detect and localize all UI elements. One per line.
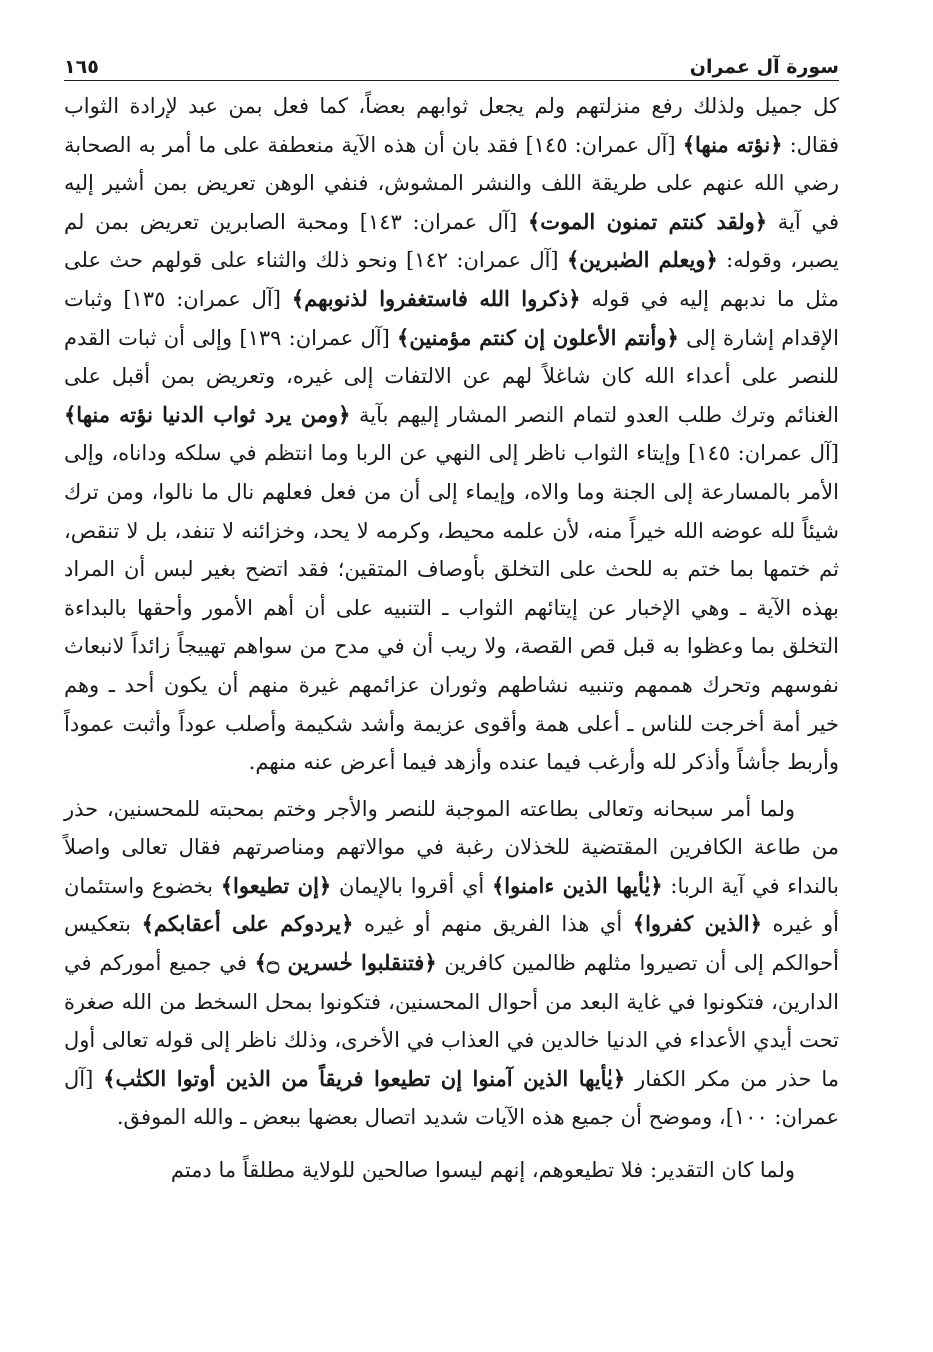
quran-quote: ﴿نؤته منها﴾ xyxy=(682,131,783,157)
paragraph-1 xyxy=(64,87,839,782)
running-header xyxy=(64,44,839,81)
body-text xyxy=(64,87,839,1190)
text-run: [آل عمران: ١٠٠]، وموضح أن جميع هذه الآيات شديد اتصال بعضها ببعض ـ والله الموفق. xyxy=(64,1066,839,1130)
page-number: ١٦٥ xyxy=(64,56,99,78)
quran-quote: ﴿إن تطيعوا﴾ xyxy=(220,872,332,898)
text-run: [آل عمران: ١٣٩] وإلى أن ثبات القدم للنصر على أعداء الله كان شاغلاً لهم عن الالتفات إلى غيره، وتعريض بمن أقبل على الغنائم وترك طلب العدو لتمام النصر المشار إليهم بآية xyxy=(64,325,839,427)
quran-quote: ﴿وأنتم الأعلون إن كنتم مؤمنين﴾ xyxy=(397,324,679,350)
text-run: [آل عمران: ١٣٥] وثبات الإقدام إشارة إلى xyxy=(64,286,839,350)
quran-quote: ﴿ولقد كنتم تمنون الموت﴾ xyxy=(527,208,768,234)
text-run: [آل عمران: ١٤٢] ونحو ذلك والثناء على قولهم حث على مثل ما ندبهم إليه في قوله xyxy=(64,248,840,311)
text-run: في جميع أموركم في الدارين، فتكونوا في غاية البعد من أحوال المحسنين، فتكونوا بمحل السخط من الله صغرة تحت أيدي الأعداء في الدنيا خالدين في العذاب في الأخرى، وذلك ناظر إلى قوله تعالى أول ما حذر من مكر الكفار xyxy=(64,951,839,1091)
quran-quote: ﴿ذكروا الله فاستغفروا لذنوبهم﴾ xyxy=(291,285,581,311)
text-run: ولما أمر سبحانه وتعالى بطاعته الموجبة للنصر والأجر وختم بمحبته للمحسنين، حذر من طاعة الكافرين المقتضية للخذلان رغبة في موالاتهم ومناصرتهم فقال تعالى واصلاً بالنداء في آية الربا: xyxy=(64,796,839,898)
quran-quote: ﴿يردوكم على أعقابكم﴾ xyxy=(141,911,354,937)
text-run: [آل عمران: ١٤٣] ومحبة الصابرين تعريض بمن لم يصبر، وقوله: xyxy=(64,209,839,273)
text-run: بتعكيس أحوالكم إلى أن تصيروا مثلهم ظالمين كافرين xyxy=(64,912,839,976)
quran-quote: ﴿يٰأيها الذين آمنوا إن تطيعوا فريقاً من الذين أوتوا الكتٰب﴾ xyxy=(103,1065,626,1091)
quran-quote: ﴿ويعلم الصٰبرين﴾ xyxy=(566,247,718,273)
text-run: كل جميل ولذلك رفع منزلتهم ولم يجعل ثوابهم بعضاً، كما فعل بمن عبد لإرادة الثواب فقال: xyxy=(64,94,839,157)
quran-quote: ﴿يٰأيها الذين ءامنوا﴾ xyxy=(491,872,663,898)
text-run: أي هذا الفريق منهم أو غيره xyxy=(353,912,633,937)
text-run: بخضوع واستئمان أو غيره xyxy=(64,873,839,937)
quran-quote: ﴿ومن يرد ثواب الدنيا نؤته منها﴾ xyxy=(64,401,351,427)
quran-quote: ﴿فتنقلبوا خٰسرين ۝﴾ xyxy=(254,950,437,976)
book-page xyxy=(64,44,839,1190)
paragraph-3 xyxy=(64,1151,839,1190)
paragraph-2 xyxy=(64,790,839,1137)
text-run: أي أقروا بالإيمان xyxy=(331,873,492,898)
text-run: [آل عمران: ١٤٥] فقد بان أن هذه الآية منعطفة على ما أمر به الصحابة رضي الله عنهم على طريقة اللف والنشر المشوش، فنفي الوهن تعريض بمن أشير إليه في آية xyxy=(64,132,839,234)
quran-quote: ﴿الذين كفروا﴾ xyxy=(632,911,762,937)
text-run: [آل عمران: ١٤٥] وإيتاء الثواب ناظر إلى النهي عن الربا وما انتظم في سلكه وداناه، وإلى الأمر بالمسارعة إلى الجنة وما والاه، وإيماء إلى أن من فعل فعلهم نال ما نالوا، ومن ترك شيئاً لله عوضه الله خيراً منه، لأن علمه محيط، وكرمه لا يحد، وخزائنه لا تنفد، بل لا تنقص، ثم ختمها بما ختم به للحث على التخلق بأوصاف المتقين؛ فقد اتضح بغير لبس أن المراد بهذه الآية ـ وهي الإخبار عن إيتائهم الثواب ـ التنبيه على أن أهم الأمور وأحقها بالبداءة التخلق بما وعظوا به قبل قص القصة، ولا ريب أن في مدح من سواهم تهييجاً زائداً لانبعاث نفوسهم وتحرك هممهم وتنبيه نشاطهم وثوران عزائمهم غيرة منهم أن يكون أحد ـ وهم خير أمة أخرجت للناس ـ أعلى همة وأقوى عزيمة وأشد شكيمة وأصلب عوداً وأثبت عموداً وأربط جأشاً وأذكر لله وأرغب فيما عنده وأزهد فيما أعرض عنه منهم. xyxy=(64,441,840,775)
surah-title: سورة آل عمران xyxy=(689,56,839,78)
text-run: ولما كان التقدير: فلا تطيعوهم، إنهم ليسوا صالحين للولاية مطلقاً ما دمتم xyxy=(170,1158,795,1183)
